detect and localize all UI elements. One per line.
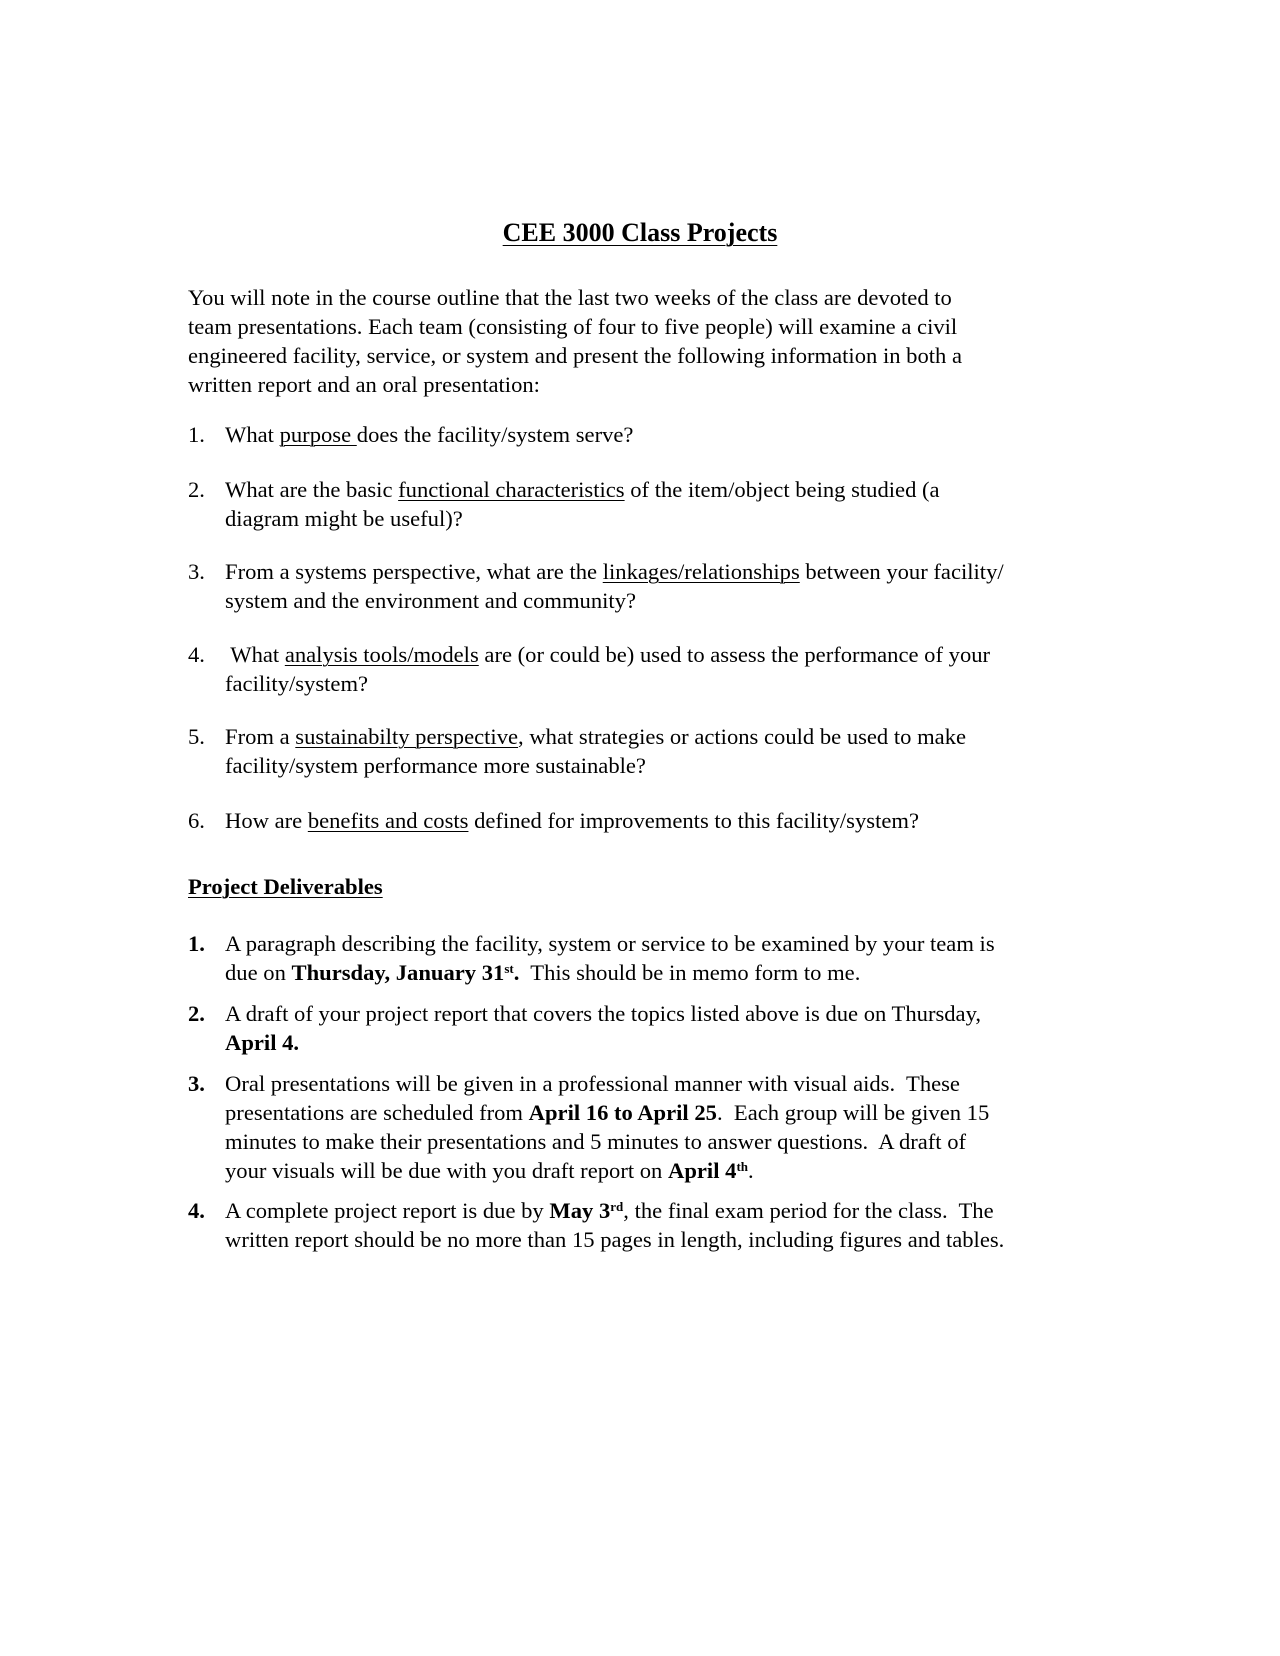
deliverable-text: A complete project report is due by May 3rd, the final exam period for the class. The written report should be no more than 15 pages in length, including figures and tables. <box>225 1198 1005 1252</box>
deliverable-text: A draft of your project report that covers the topics listed above is due on Thursday, April 4. <box>225 1001 982 1055</box>
deliverable-number: 4. <box>188 1198 205 1223</box>
question-number: 1. <box>188 422 205 447</box>
question-item-4 <box>188 640 1108 698</box>
question-item-2 <box>188 475 1108 533</box>
question-text: From a sustainabilty perspective, what strategies or actions could be used to make facility/system performance more sustainable? <box>225 724 967 778</box>
deliverable-item-4 <box>188 1196 1108 1254</box>
intro-paragraph: You will note in the course outline that the last two weeks of the class are devoted to team presentations. Each team (consisting of four to five people) will examine a civil engineered facility, service, or system and present the following information in both a written report and an oral presentation: <box>188 285 963 397</box>
question-number: 5. <box>188 724 205 749</box>
deliverable-item-1 <box>188 929 1108 987</box>
question-text: How are benefits and costs defined for improvements to this facility/system? <box>225 808 919 833</box>
deliverables-heading: Project Deliverables <box>188 874 383 899</box>
question-number: 2. <box>188 477 205 502</box>
question-item-5 <box>188 722 1108 780</box>
question-item-6 <box>188 806 1108 835</box>
question-number: 3. <box>188 559 205 584</box>
question-text: What purpose does the facility/system serve? <box>225 422 634 447</box>
question-text: What analysis tools/models are (or could be) used to assess the performance of your facility/system? <box>225 642 991 696</box>
question-number: 4. <box>188 642 205 667</box>
deliverable-text: A paragraph describing the facility, system or service to be examined by your team is due on Thursday, January 31st. This should be in memo form to me. <box>225 931 995 985</box>
question-text: From a systems perspective, what are the linkages/relationships between your facility/ system and the environment and community? <box>225 559 1004 613</box>
deliverable-text: Oral presentations will be given in a professional manner with visual aids. These presentations are scheduled from April 16 to April 25. Each group will be given 15 minutes to make their presentations and 5 minutes to answer questions. A draft of your visuals will be due with you draft report on April 4th. <box>225 1071 990 1183</box>
deliverable-number: 1. <box>188 931 205 956</box>
question-text: What are the basic functional characteristics of the item/object being studied (a diagram might be useful)? <box>225 477 940 531</box>
question-number: 6. <box>188 808 205 833</box>
page-title: CEE 3000 Class Projects <box>502 218 778 247</box>
deliverable-item-3 <box>188 1069 1108 1185</box>
deliverable-number: 3. <box>188 1071 205 1096</box>
deliverable-number: 2. <box>188 1001 205 1026</box>
question-item-3 <box>188 557 1108 615</box>
deliverable-item-2 <box>188 999 1108 1057</box>
question-item-1 <box>188 420 1108 449</box>
